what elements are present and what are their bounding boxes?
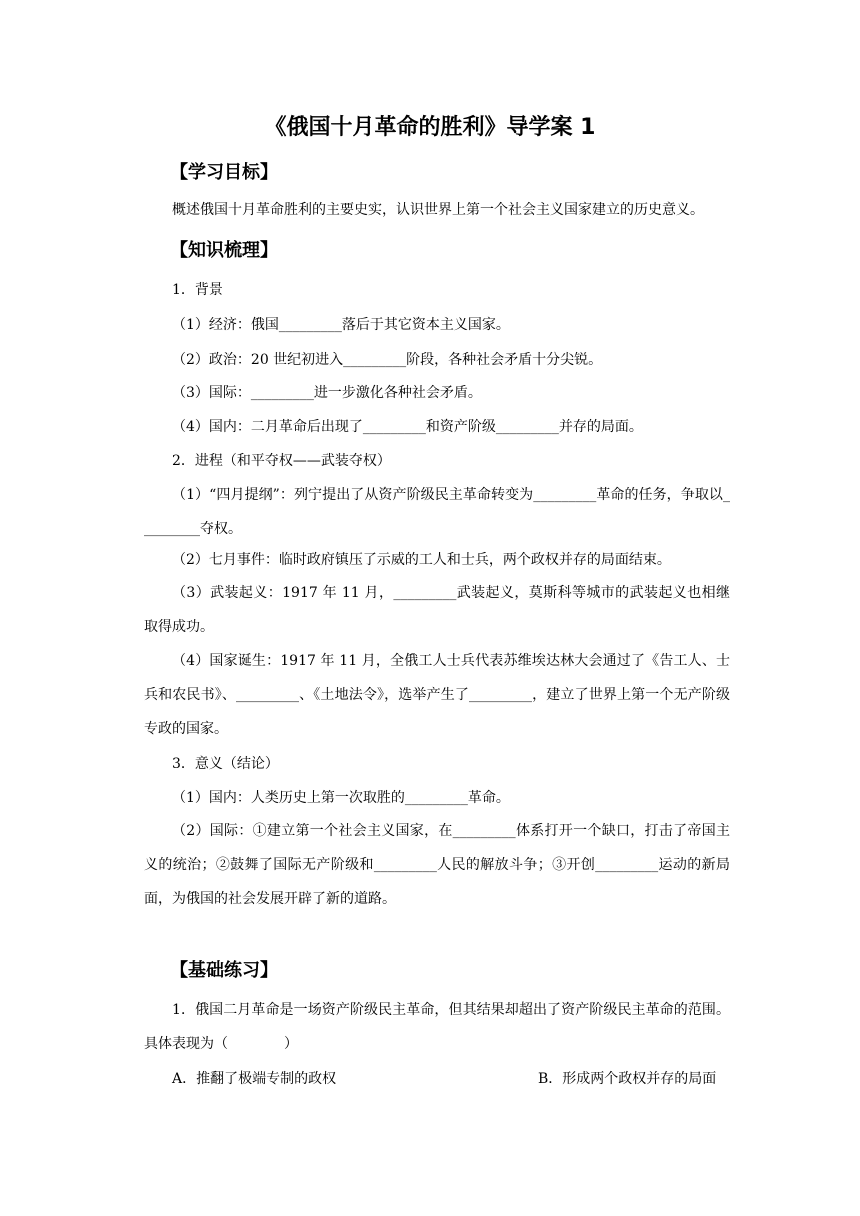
heading-practice: 【基础练习】	[170, 960, 278, 981]
background-item-1: （1）经济：俄国_________落后于其它资本主义国家。	[172, 317, 510, 333]
heading-knowledge: 【知识梳理】	[170, 240, 278, 261]
process-title: 2．进程（和平夺权——武装夺权）	[172, 453, 391, 469]
background-title: 1．背景	[172, 282, 223, 298]
learning-goal-text: 概述俄国十月革命胜利的主要史实，认识世界上第一个社会主义国家建立的历史意义。	[172, 202, 704, 218]
question-1-option-b: B．形成两个政权并存的局面	[538, 1071, 717, 1087]
background-item-4: （4）国内：二月革命后出现了_________和资产阶级_________并存的局面。	[172, 419, 643, 435]
heading-learning-goal: 【学习目标】	[170, 162, 278, 183]
question-1-stem: 1．俄国二月革命是一场资产阶级民主革命，但其结果却超出了资产阶级民主革命的范围。具体表现为（ ）	[144, 1002, 730, 1052]
process-item-3: （3）武装起义：1917 年 11 月，_________武装起义，莫斯科等城市的武装起义也相继取得成功。	[144, 585, 730, 635]
significance-title: 3．意义（结论）	[172, 756, 279, 772]
process-item-1: （1）“四月提纲”：列宁提出了从资产阶级民主革命转变为_________革命的任务，争取以_________夺权。	[144, 487, 730, 537]
document-title: 《俄国十月革命的胜利》导学案 1	[264, 115, 596, 140]
background-item-2: （2）政治：20 世纪初进入_________阶段，各种社会矛盾十分尖锐。	[172, 352, 603, 368]
significance-item-2: （2）国际：①建立第一个社会主义国家，在_________体系打开一个缺口，打击了帝国主义的统治；②鼓舞了国际无产阶级和_________人民的解放斗争；③开创_________运动的新局面，为俄国的社会发展开辟了新的道路。	[144, 823, 730, 907]
process-item-4: （4）国家诞生：1917 年 11 月，全俄工人士兵代表苏维埃达林大会通过了《告工人、士兵和农民书》、_________、《土地法令》，选举产生了_________，建立了世界上第一个无产阶级专政的国家。	[144, 653, 730, 737]
question-1-option-a: A．推翻了极端专制的政权	[172, 1071, 337, 1087]
background-item-3: （3）国际：_________进一步激化各种社会矛盾。	[172, 385, 482, 401]
significance-item-1: （1）国内：人类历史上第一次取胜的_________革命。	[172, 790, 510, 806]
process-item-2: （2）七月事件：临时政府镇压了示威的工人和士兵，两个政权并存的局面结束。	[172, 552, 671, 568]
